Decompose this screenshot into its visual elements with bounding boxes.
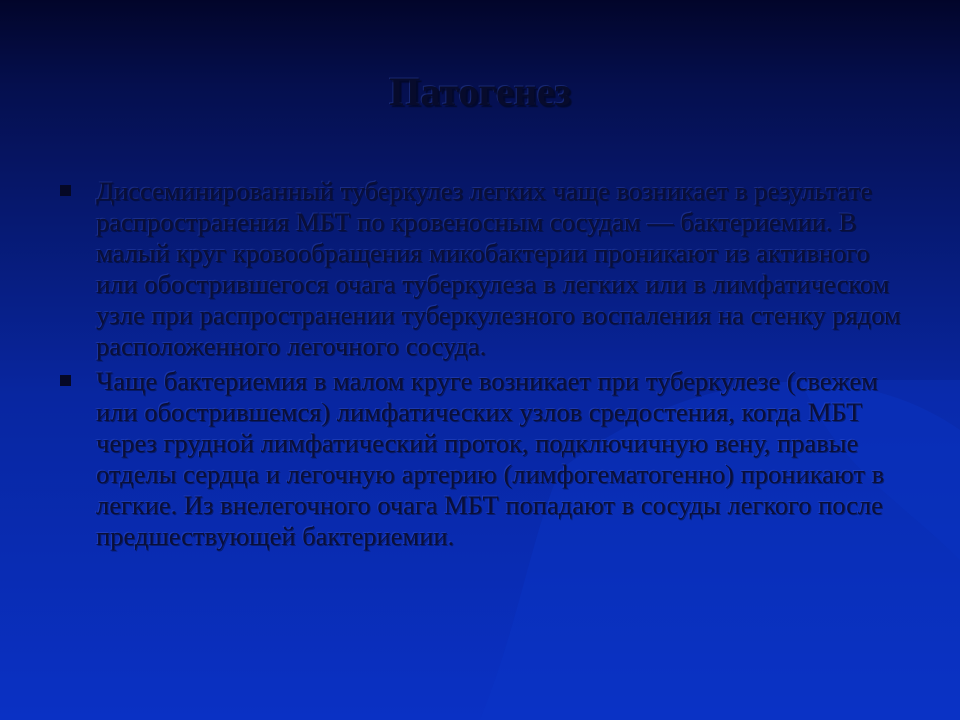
bullet-item [56, 176, 916, 362]
square-bullet-icon [60, 375, 71, 386]
bullet-item [56, 366, 916, 552]
bullet-text: Диссеминированный туберкулез легких чаще возникает в результате распространения МБТ по кровеносным сосудам — бактериемии. В малый круг кровообращения микобактерии проникают из активного или обострившегося очага туберкулеза в легких или в лимфатическом узле при распространении туберкулезного воспаления на стенку рядом расположенного легочного сосуда. [96, 176, 901, 361]
bullet-list [56, 176, 916, 556]
bullet-text: Чаще бактериемия в малом круге возникает при туберкулезе (свежем или обострившемся) лимфатических узлов средостения, когда МБТ через грудной лимфатический проток, подключичную вену, правые отделы сердца и легочную артерию (лимфогематогенно) проникают в легкие. Из внелегочного очага МБТ попадают в сосуды легкого после предшествующей бактериемии. [96, 366, 885, 551]
slide-title: Патогенез [389, 69, 571, 114]
square-bullet-icon [60, 185, 71, 196]
